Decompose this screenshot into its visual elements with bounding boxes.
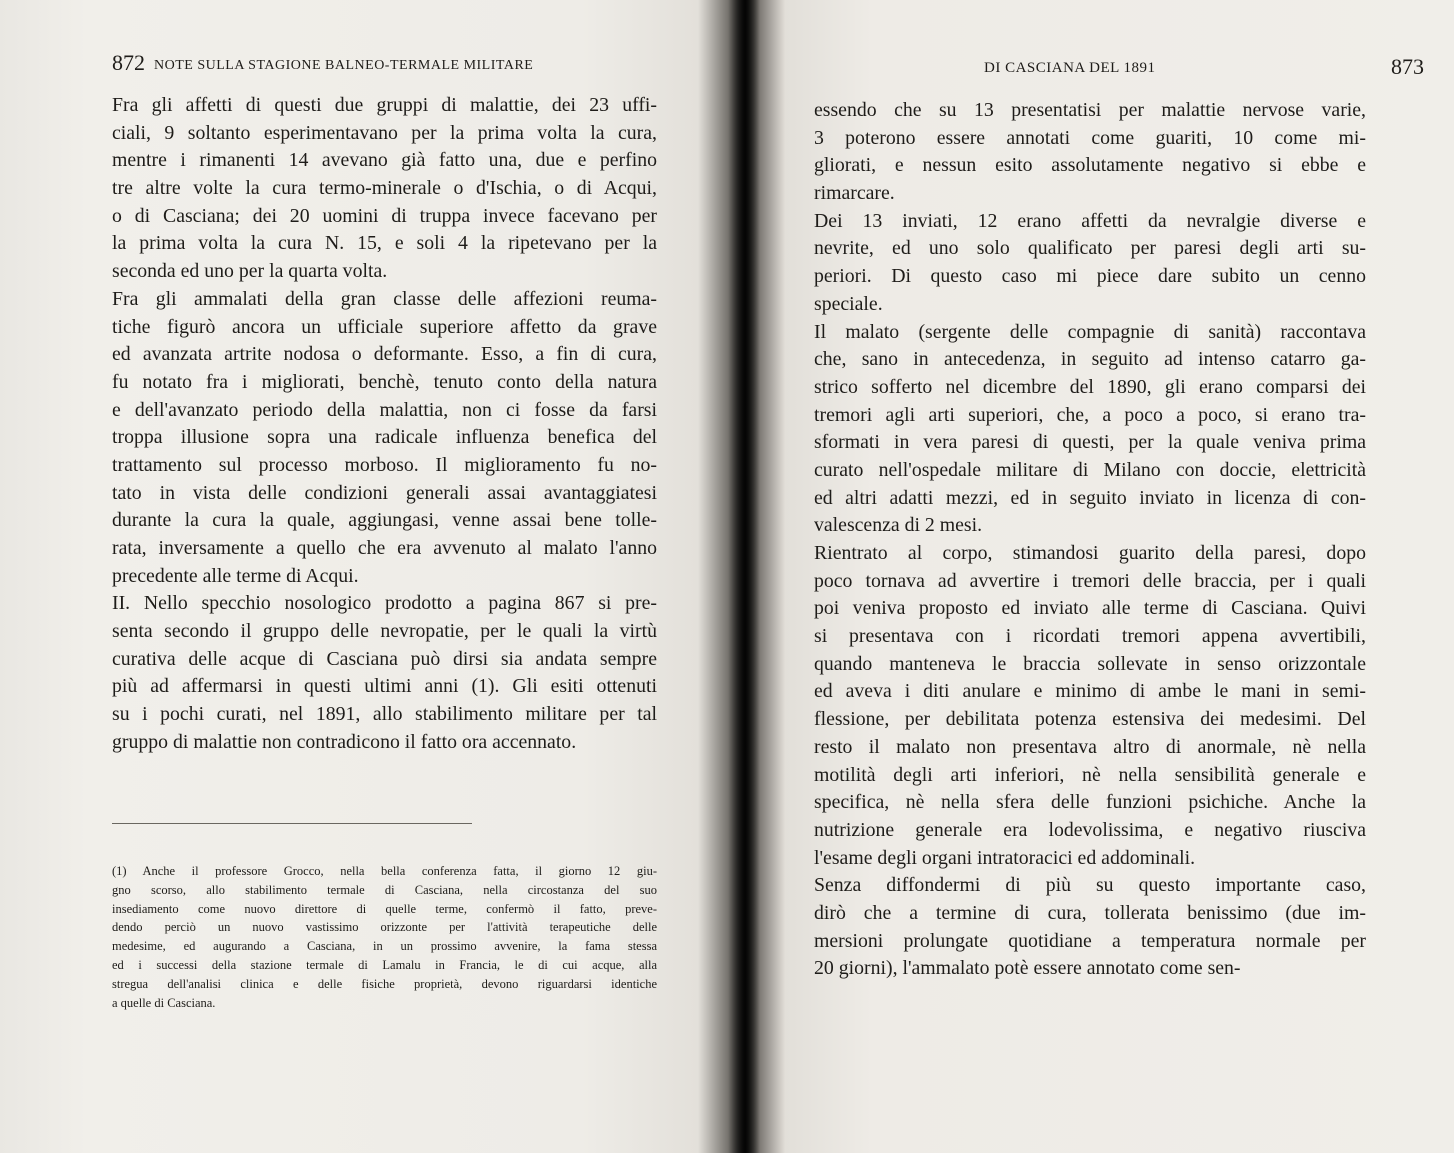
text-line: trattamento sul processo morboso. Il miglioramento fu no- bbox=[112, 453, 657, 476]
right-page bbox=[760, 0, 1454, 1153]
text-line: mersioni prolungate quotidiane a temperatura normale per bbox=[814, 929, 1366, 952]
text-line: Senza diffondermi di più su questo importante caso, bbox=[814, 874, 1366, 897]
text-line: gno scorso, allo stabilimento termale di Casciana, nella circostanza del suo bbox=[112, 882, 657, 897]
text-line: l'esame degli organi intratoracici ed addominali. bbox=[814, 846, 1196, 869]
text-line: curato nell'ospedale militare di Milano con doccie, elettricità bbox=[814, 458, 1366, 481]
text-line: flessione, per debilitata potenza estensiva dei medesimi. Del bbox=[814, 708, 1366, 731]
text-line: Dei 13 inviati, 12 erano affetti da nevralgie diverse e bbox=[814, 209, 1366, 232]
text-line: resto il malato non presentava altro di anormale, nè nella bbox=[814, 735, 1366, 758]
text-line: si presentava con i ricordati tremori appena avvertibili, bbox=[814, 625, 1366, 648]
text-line: più ad affermarsi in questi ultimi anni (1). Gli esiti ottenuti bbox=[112, 675, 657, 698]
text-line: quando manteneva le braccia sollevate in senso orizzontale bbox=[814, 652, 1366, 675]
text-line: nutrizione generale era lodevolissima, e negativo riusciva bbox=[814, 818, 1366, 841]
text-line: precedente alle terme di Acqui. bbox=[112, 564, 359, 587]
footnote-rule bbox=[112, 823, 472, 824]
text-line: essendo che su 13 presentatisi per malattie nervose varie, bbox=[814, 99, 1366, 121]
text-line: ed altri adatti mezzi, ed in seguito inviato in licenza di con- bbox=[814, 486, 1366, 509]
text-line: tiche figurò ancora un ufficiale superiore affetto da grave bbox=[112, 315, 657, 338]
text-line: ciali, 9 soltanto esperimentavano per la prima volta la cura, bbox=[112, 121, 657, 144]
text-line: e dell'avanzato periodo della malattia, non ci fosse da farsi bbox=[112, 398, 657, 421]
text-line: motilità degli arti inferiori, nè nella sensibilità generale e bbox=[814, 763, 1366, 786]
text-line: seconda ed uno per la quarta volta. bbox=[112, 260, 388, 283]
left-page-number: 872 bbox=[112, 50, 145, 75]
text-line: insediamento come nuovo direttore di quelle terme, confermò il fatto, preve- bbox=[112, 901, 657, 916]
right-running-head-title: DI CASCIANA DEL 1891 bbox=[984, 60, 1156, 76]
text-line: (1) Anche il professore Grocco, nella bella conferenza fatta, il giorno 12 giu- bbox=[112, 864, 657, 878]
text-line: o di Casciana; dei 20 uomini di truppa invece facevano per bbox=[112, 204, 657, 227]
text-line: rimarcare. bbox=[814, 182, 895, 205]
text-line: poi veniva proposto ed inviato alle terme di Casciana. Quivi bbox=[814, 597, 1366, 620]
text-line: gruppo di malattie non contradicono il fatto ora accennato. bbox=[112, 730, 577, 753]
text-line: specifica, nè nella sfera delle funzioni psichiche. Anche la bbox=[814, 791, 1366, 814]
text-line: Fra gli affetti di questi due gruppi di malattie, dei 23 uffi- bbox=[112, 94, 657, 116]
text-line: che, sano in antecedenza, in seguito ad intenso catarro ga- bbox=[814, 348, 1366, 371]
text-line: strico sofferto nel dicembre del 1890, gli erano comparsi dei bbox=[814, 375, 1366, 398]
left-footnotes bbox=[112, 862, 657, 1012]
text-line: dirò che a termine di cura, tollerata benissimo (due im- bbox=[814, 901, 1366, 924]
text-line: medesime, ed augurando a Casciana, in un prossimo avvenire, la fama stessa bbox=[112, 939, 657, 954]
text-line: rata, inversamente a quello che era avvenuto al malato l'anno bbox=[112, 537, 657, 559]
text-line: fu notato fra i migliorati, benchè, tenuto conto della natura bbox=[112, 370, 657, 393]
text-line: tre altre volte la cura termo-minerale o d'Ischia, o di Acqui, bbox=[112, 177, 657, 200]
text-line: tato in vista delle condizioni generali assai avantaggiatesi bbox=[112, 481, 657, 504]
text-line: mentre i rimanenti 14 avevano già fatto una, due e perfino bbox=[112, 149, 657, 172]
text-line: tremori agli arti superiori, che, a poco a poco, si erano tra- bbox=[814, 403, 1366, 426]
text-line: senta secondo il gruppo delle nevropatie, per le quali la virtù bbox=[112, 620, 657, 643]
text-line: troppa illusione sopra una radicale influenza benefica del bbox=[112, 426, 657, 449]
right-page-number: 873 bbox=[1391, 54, 1424, 79]
right-running-header bbox=[824, 56, 1424, 86]
text-line: stregua dell'analisi clinica e delle fisiche proprietà, devono riguardarsi identiche bbox=[112, 976, 657, 991]
text-line: ed i successi della stazione termale di Lamalu in Francia, le di cui acque, alla bbox=[112, 957, 657, 972]
text-line: Fra gli ammalati della gran classe delle affezioni reuma- bbox=[112, 287, 657, 310]
text-line: sformati in vera paresi di questi, per la quale veniva prima bbox=[814, 431, 1366, 454]
right-body-text bbox=[814, 97, 1366, 983]
text-line: ed avanzata artrite nodosa o deformante. Esso, a fin di cura, bbox=[112, 343, 657, 366]
text-line: 20 giorni), l'ammalato potè essere annotato come sen- bbox=[814, 957, 1241, 980]
text-line: curativa delle acque di Casciana può dirsi sia andata sempre bbox=[112, 647, 657, 670]
text-line: dendo perciò un nuovo vastissimo orizzonte per l'attività terapeutiche delle bbox=[112, 920, 657, 935]
text-line: valescenza di 2 mesi. bbox=[814, 514, 983, 537]
left-body-text bbox=[112, 92, 657, 757]
left-running-head-title: NOTE SULLA STAGIONE BALNEO-TERMALE MILITARE bbox=[154, 58, 534, 73]
text-line: durante la cura la quale, aggiungasi, venne assai bene tolle- bbox=[112, 509, 657, 532]
text-line: Rientrato al corpo, stimandosi guarito della paresi, dopo bbox=[814, 542, 1366, 564]
book-gutter bbox=[728, 0, 760, 1153]
left-running-header bbox=[112, 50, 672, 86]
text-line: ed aveva i diti anulare e minimo di ambe le mani in semi- bbox=[814, 680, 1366, 703]
text-line: periori. Di questo caso mi piece dare subito un cenno bbox=[814, 265, 1366, 288]
text-line: nevrite, ed uno solo qualificato per paresi degli arti su- bbox=[814, 237, 1366, 260]
text-line: su i pochi curati, nel 1891, allo stabilimento militare per tal bbox=[112, 703, 657, 726]
text-line: 3 poterono essere annotati come guariti, 10 come mi- bbox=[814, 126, 1366, 149]
text-line: speciale. bbox=[814, 292, 883, 315]
text-line: Il malato (sergente delle compagnie di sanità) raccontava bbox=[814, 320, 1366, 343]
text-line: la prima volta la cura N. 15, e soli 4 la ripetevano per la bbox=[112, 232, 657, 255]
text-line: poco tornava ad avvertire i tremori delle braccia, per i quali bbox=[814, 569, 1366, 592]
text-line: a quelle di Casciana. bbox=[112, 995, 216, 1010]
text-line: gliorati, e nessun esito assolutamente negativo si ebbe e bbox=[814, 154, 1366, 177]
text-line: II. Nello specchio nosologico prodotto a pagina 867 si pre- bbox=[112, 592, 657, 615]
